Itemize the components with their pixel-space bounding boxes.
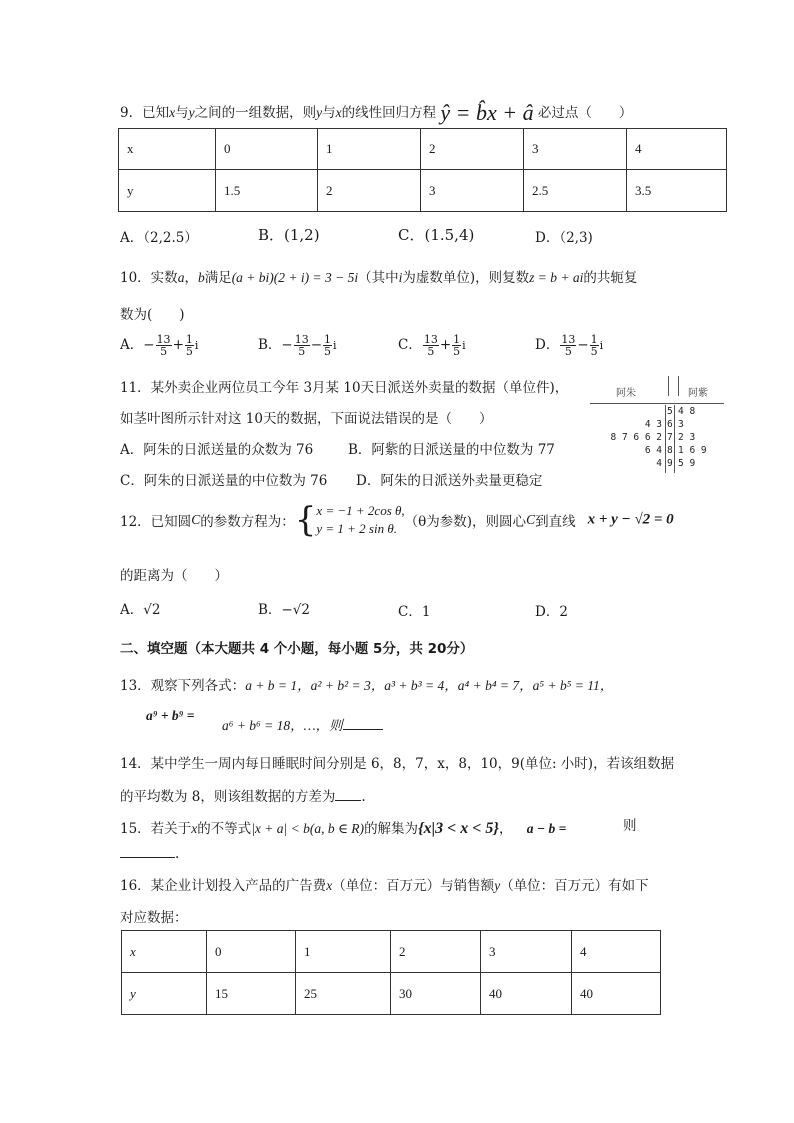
q10-stem-line2: 数为( )	[120, 307, 185, 323]
q13-stem-line2: a⁶ + b⁶ = 18，…，则	[222, 714, 383, 734]
table-row	[119, 129, 727, 170]
q12-stem-line1: 12．已知圆C的参数方程为：{ x = −1 + 2cos θ, y = 1 + 2 sin θ. （θ为参数)，则圆心C到直线 x + y − √2 = 0	[120, 500, 674, 540]
q9-option-d: D．（2,3)	[535, 230, 593, 246]
left-leaves: 8 7 6 6 2	[610, 432, 662, 443]
q9-option-b: B．(1,2)	[258, 226, 320, 244]
table-cell: 40	[572, 973, 661, 1015]
table-cell: 1.5	[216, 170, 318, 212]
q16-data-table	[121, 930, 661, 1015]
table-cell: 3	[421, 170, 524, 212]
q14-stem-line2: 的平均数为 8，则该组数据的方差为 .	[120, 789, 366, 805]
table-cell: 0	[207, 931, 296, 973]
left-title: 阿朱	[616, 388, 636, 399]
table-cell: 2.5	[524, 170, 627, 212]
table-cell: 3	[524, 129, 627, 170]
q11-option-c: C．阿朱的日派送量的中位数为 76	[120, 473, 328, 489]
table-cell: 4	[572, 931, 661, 973]
q15-stem: 15．若关于x的不等式|x + a| < b(a, b ∈ R)的解集为{x|3 < x < 5}， a − b =	[120, 820, 567, 837]
stem-value: 5	[667, 406, 673, 417]
table-row	[122, 973, 661, 1015]
answer-blank[interactable]	[335, 800, 361, 801]
divider	[590, 403, 724, 404]
table-cell: y	[122, 973, 207, 1015]
q13-stem-line1: 13．观察下列各式：a + b = 1，a² + b² = 3，a³ + b³ = 4，a⁴ + b⁴ = 7，a⁵ + b⁵ = 11，	[120, 678, 614, 694]
divider	[674, 405, 675, 473]
table-cell: 3	[481, 931, 572, 973]
right-leaves: 1 6 9	[678, 445, 707, 456]
right-leaves: 3	[678, 419, 684, 430]
q12-option-b: B．−√2	[258, 602, 310, 618]
right-leaves: 2 3	[678, 432, 696, 443]
q16-stem-line2: 对应数据：	[120, 910, 188, 926]
q11-option-b: B．阿紫的日派送量的中位数为 77	[348, 442, 555, 458]
q15-then: 则	[623, 818, 637, 834]
divider	[668, 376, 669, 396]
answer-blank[interactable]	[120, 857, 175, 858]
right-title: 阿紫	[688, 388, 708, 399]
table-cell: 0	[216, 129, 318, 170]
table-cell: 2	[421, 129, 524, 170]
left-leaves: 4 3	[644, 419, 662, 430]
left-leaves: 6 4	[644, 445, 662, 456]
brace: {	[294, 500, 317, 540]
table-cell: 40	[481, 973, 572, 1015]
table-row	[122, 931, 661, 973]
line-equation: x + y − √2 = 0	[587, 511, 674, 528]
q10-option-b: B．− $\frac{13}{5}$ − $\frac{1}{5}$ i	[258, 333, 337, 358]
q15-answer-line: .	[120, 846, 179, 862]
q10-stem-line1: 10．实数a，b满足(a + bi)(2 + i) = 3 − 5i（其中i为虚数单位)，则复数z = b + ai的共轭复	[120, 270, 638, 286]
table-row	[119, 170, 727, 212]
regression-equation: ŷ = b̂x + â	[440, 100, 534, 125]
q12-option-c: C．1	[398, 604, 431, 620]
parametric-system: x = −1 + 2cos θ, y = 1 + 2 sin θ.	[316, 503, 405, 536]
table-cell: 1	[318, 129, 421, 170]
q12-stem-line2: 的距离为（ ）	[120, 568, 228, 584]
q10-option-c: C． $\frac{13}{5}$ + $\frac{1}{5}$ i	[398, 333, 466, 358]
q14-stem-line1: 14．某中学生一周内每日睡眠时间分别是 6，8，7，x，8，10，9(单位: 小时)，若该组数据	[120, 756, 675, 772]
stem-value: 6	[667, 419, 673, 430]
table-cell: 2	[391, 931, 481, 973]
q10-option-d: D． $\frac{13}{5}$ − $\frac{1}{5}$ i	[535, 333, 604, 358]
divider	[665, 405, 666, 473]
table-cell: x	[122, 931, 207, 973]
left-leaves: 4	[656, 458, 662, 469]
q16-stem-line1: 16．某企业计划投入产品的广告费x（单位：百万元）与销售额y（单位：百万元）有如下	[120, 878, 649, 894]
q11-stem-line1: 11．某外卖企业两位员工今年 3月某 10天日派送外卖量的数据（单位件)，	[120, 380, 569, 396]
answer-blank[interactable]	[343, 729, 383, 730]
stem-value: 7	[667, 432, 673, 443]
q13-lhs: a⁹ + b⁹ =	[146, 708, 195, 723]
table-cell: 15	[207, 973, 296, 1015]
q12-option-d: D．2	[535, 604, 568, 620]
table-cell: 1	[296, 931, 391, 973]
right-leaves: 5 9	[678, 458, 696, 469]
divider	[678, 376, 679, 396]
stem-value: 9	[667, 458, 673, 469]
q9-stem: 9．已知x与y之间的一组数据，则y与x的线性回归方程 ŷ = b̂x + â 必过点（ ）	[120, 100, 633, 125]
right-leaves: 4 8	[678, 406, 696, 417]
table-cell: y	[119, 170, 216, 212]
q11-option-a: A．阿朱的日派送量的众数为 76	[120, 442, 314, 458]
q11-stem-line2: 如茎叶图所示针对这 10天的数据，下面说法错误的是（ ）	[120, 411, 493, 427]
q10-option-a: A．− $\frac{13}{5}$ + $\frac{1}{5}$ i	[120, 333, 199, 358]
table-cell: 2	[318, 170, 421, 212]
q9-option-a: A．（2,2.5）	[120, 230, 198, 246]
section-title: 二、填空题（本大题共 4 个小题，每小题 5分，共 20分）	[120, 641, 474, 657]
q9-option-c: C．(1.5,4)	[398, 226, 475, 244]
table-cell: 3.5	[627, 170, 727, 212]
q9-data-table	[118, 128, 727, 212]
stem-leaf-plot	[588, 376, 728, 476]
table-cell: 4	[627, 129, 727, 170]
table-cell: 25	[296, 973, 391, 1015]
q11-option-d: D．阿朱的日派送外卖量更稳定	[356, 473, 543, 489]
table-cell: x	[119, 129, 216, 170]
stem-value: 8	[667, 445, 673, 456]
table-cell: 30	[391, 973, 481, 1015]
q12-option-a: A．√2	[120, 602, 161, 618]
